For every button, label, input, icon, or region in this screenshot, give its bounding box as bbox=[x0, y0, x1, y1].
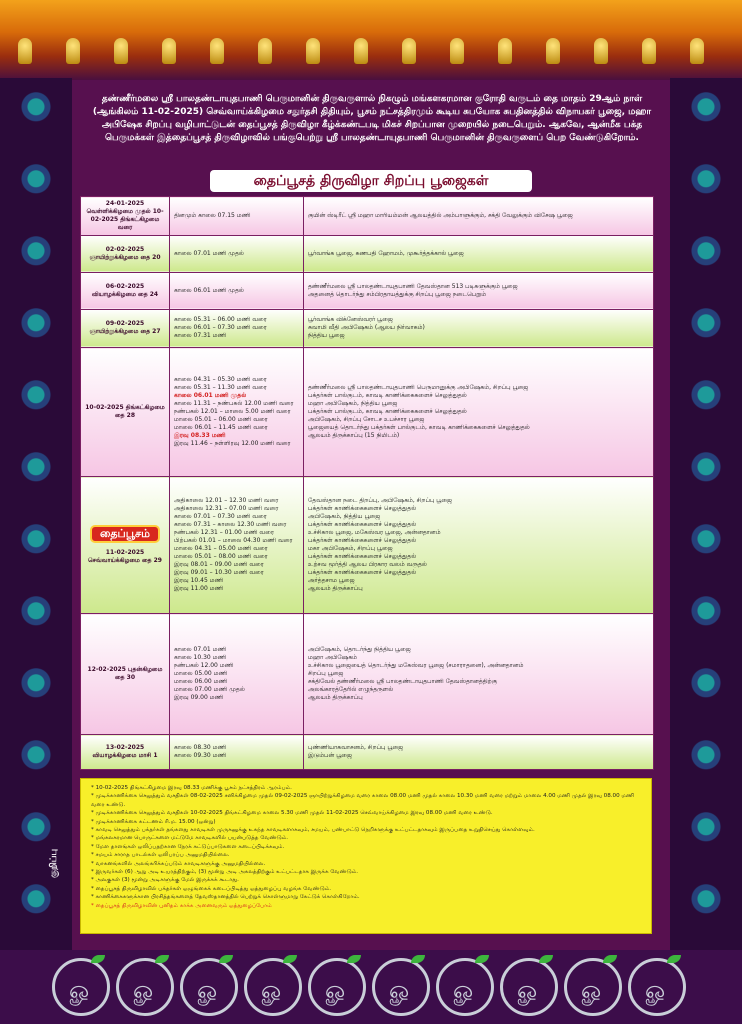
om-symbol: ௐ bbox=[325, 976, 349, 1004]
schedule-date bbox=[81, 235, 170, 272]
note-item: * தைப்பூசத் திருவிழாவின் புனிதம் காக்க அனைவரும் ஒத்துழைப்போம் bbox=[91, 902, 272, 909]
schedule-times bbox=[170, 477, 304, 614]
schedule-time: நண்பகல் 12.00 மணி bbox=[174, 662, 234, 670]
om-symbol: ௐ bbox=[389, 976, 413, 1004]
bell-icon bbox=[642, 38, 656, 64]
schedule-pooja: அபிஷேகம், நித்திய பூஜை bbox=[308, 513, 381, 521]
schedule-date bbox=[81, 309, 170, 348]
note-item: * காணிக்கைகளுக்கான பிரசித்தங்களைத் தேவஸ்தானத்தில் பெற்றுக் கொள்ளுமாறு கேட்டுக் கொள்கிறோம். bbox=[91, 894, 360, 901]
note-item: * 10-02-2025 திங்கட்கிழமை இரவு 08.33 மணிக்கு பூசம் நட்சத்திரம் ஆரம்பம். bbox=[91, 785, 292, 791]
schedule-times bbox=[170, 348, 304, 477]
peacock-feather-border-left bbox=[0, 78, 72, 958]
schedule-pooja: சக்திவேல் தண்ணீர்மலை ஸ்ரீ பாலதண்டாயுதபாணி தேவஸ்தானத்திற்கு bbox=[308, 678, 498, 686]
schedule-row bbox=[81, 309, 654, 348]
schedule-date-text: 02-02-2025 ஞாயிற்றுக்கிழமை தை 20 bbox=[89, 245, 161, 261]
schedule-pooja: பக்தர்கள் காணிக்கைகளைச் செலுத்துதல் bbox=[308, 553, 417, 561]
om-symbol: ௐ bbox=[517, 976, 541, 1004]
schedule-times bbox=[170, 735, 304, 770]
schedule-row bbox=[81, 614, 654, 735]
schedule-pooja: அலங்காரத்தேரில் எழுந்தருளல் bbox=[308, 686, 394, 694]
om-icon bbox=[628, 958, 686, 1016]
schedule-poojas bbox=[304, 197, 654, 236]
note-item: * காவடி செலுத்தும் பக்தர்கள் தங்களது காவடிகள் முருகனுக்கு உகந்த காவடிகளாகவும், சமயம், பண்பாட்டு நெறிகளுக்கு உட்பட்டதாகவும் இருப்பதை உறுதிசெய்து கொள்ளவும். bbox=[91, 827, 535, 834]
bell-icon bbox=[354, 38, 368, 64]
schedule-date bbox=[81, 735, 170, 770]
schedule-time: இரவு 08.01 – 09.00 மணி வரை bbox=[174, 561, 264, 569]
schedule-time: காலை 07.01 – 07.30 மணி வரை bbox=[174, 513, 267, 521]
schedule-time: இரவு 09.00 மணி bbox=[174, 694, 224, 702]
om-symbol: ௐ bbox=[453, 976, 477, 1004]
schedule-pooja: தண்ணீர்மலை ஸ்ரீ பாலதண்டாயுதபாணி தேவஸ்தான 513 படிகளுக்கும் பூஜை bbox=[308, 282, 518, 290]
schedule-pooja: பக்தர்கள் காணிக்கைகளைச் செலுத்துதல் bbox=[308, 569, 417, 577]
note-item: * தைப்பூசத் திருவிழாவில் பக்தர்கள் ஒழுங்கைக் கடைப்பிடித்து ஒத்துழைப்பு வழங்க வேண்டும். bbox=[91, 885, 331, 892]
schedule-pooja: மஹா அபிஷேகம் bbox=[308, 654, 358, 662]
schedule-pooja: பக்தர்கள் காணிக்கைகளைச் செலுத்துதல் bbox=[308, 521, 417, 529]
schedule-time: மாலை 05.01 – 06.00 மணி வரை bbox=[174, 416, 268, 424]
notes-label: குறிப்பு bbox=[49, 848, 59, 878]
schedule-time: மாலை 05.00 மணி bbox=[174, 670, 228, 678]
schedule-pooja: குயின் ஸ்டிரீட் ஸ்ரீ மஹா மாரியம்மன் ஆலயத்தில் அம்பாளுக்கும், சக்தி வேலுக்கும் விசேஷ பூஜை bbox=[308, 211, 573, 219]
om-icon bbox=[180, 958, 238, 1016]
intro-paragraph: தண்ணீர்மலை ஸ்ரீ பாலதண்டாயுதபாணி பெருமானின் திருவருளால் நிகழும் மங்களகரமான குரோதி வருடம் தை மாதம் 29ஆம் நாள் (ஆங்கிலம் 11-02-2025) செவ்வாய்க்கிழமை சதுர்தசி திதியும், பூசம் நட்சத்திரமும் கூடிய சுபயோக சுபதினத்தில் விநாயகர் பூஜை, மஹா அபிஷேக சிறப்பு வழிபாட்டுடன் தைப்பூசத் திருவிழா கீழ்க்கண்டபடி மிகச் சிறப்பான முறையில் நடைபெறும். ஆகவே, ஆன்மீக பக்த பெருமக்கள் இத்தைப்பூசத் திருவிழாவில் பங்குபெற்று ஸ்ரீ பாலதண்டாயுதபாணி பெருமானின் திருவருளைப் பெற வேண்டுகிறோம். bbox=[92, 94, 652, 143]
bell-icon bbox=[114, 38, 128, 64]
schedule-time: காலை 06.01 மணி முதல் bbox=[174, 392, 247, 400]
schedule-pooja: ஆலயம் திருக்காப்பு bbox=[308, 585, 363, 593]
schedule-time: காலை 10.30 மணி bbox=[174, 654, 227, 662]
leaf-icon bbox=[411, 955, 425, 963]
om-symbol: ௐ bbox=[133, 976, 157, 1004]
schedule-time: காலை 05.31 – 11.30 மணி வரை bbox=[174, 384, 267, 392]
schedule-time: நண்பகல் 12.01 – மாலை 5.00 மணி வரை bbox=[174, 408, 291, 416]
schedule-times bbox=[170, 309, 304, 348]
schedule-pooja: பக்தர்கள் பால்குடம், காவடி காணிக்கைகளைச் செலுத்துதல் bbox=[308, 408, 467, 416]
om-symbol: ௐ bbox=[581, 976, 605, 1004]
bell-icon bbox=[594, 38, 608, 64]
schedule-row bbox=[81, 197, 654, 236]
schedule-time: இரவு 08.33 மணி bbox=[174, 432, 226, 440]
note-item: * முடிக்காணிக்கை செலுத்தும் வசதிகள் 08-02-2025 சனிக்கிழமை முதல் 09-02-2025 ஞாயிற்றுக்கிழமை வரை காலை 08.00 மணி முதல் காலை 10.30 மணி வரை மற்றும் மாலை 4.00 மணி முதல் இரவு 08.00 மணி வரை உண்டு. bbox=[91, 793, 635, 808]
schedule-pooja: மஹா அபிஷேகம், நித்திய பூஜை bbox=[308, 400, 398, 408]
schedule-poojas bbox=[304, 309, 654, 348]
schedule-row bbox=[81, 348, 654, 477]
schedule-pooja: இடும்பன் பூஜை bbox=[308, 752, 352, 760]
schedule-poojas bbox=[304, 235, 654, 272]
schedule-time: காலை 06.01 – 07.30 மணி வரை bbox=[174, 324, 267, 332]
schedule-poojas bbox=[304, 348, 654, 477]
schedule-date bbox=[81, 614, 170, 735]
schedule-time: காலை 11.31 – நண்பகல் 12.00 மணி வரை bbox=[174, 400, 294, 408]
schedule-time: மாலை 05.01 – 08.00 மணி வரை bbox=[174, 553, 268, 561]
schedule-pooja: பூர்வாங்க பூஜை, கணபதி ஹோமம், முகூர்த்தக்கால் பூஜை bbox=[308, 249, 464, 257]
flower-garland-banner bbox=[0, 0, 742, 80]
bell-icon bbox=[498, 38, 512, 64]
schedule-time: காலை 08.30 மணி bbox=[174, 744, 227, 752]
note-item: * வாகனங்களில் அலங்கரிக்கப்படும் காவடிகளுக்கு அனுமதியில்லை. bbox=[91, 860, 266, 867]
schedule-time: மாலை 06.00 மணி bbox=[174, 678, 228, 686]
schedule-times bbox=[170, 272, 304, 309]
schedule-date-text: 12-02-2025 புதன்கிழமை தை 30 bbox=[87, 666, 163, 682]
note-item: * மேள தாளங்கள் ஒலிப்பதற்கான நேரக் கட்டுப்பாடுகளை கடைப்பிடிக்கவும். bbox=[91, 843, 285, 850]
schedule-times bbox=[170, 235, 304, 272]
bell-icon bbox=[66, 38, 80, 64]
leaf-icon bbox=[475, 955, 489, 963]
schedule-time: காலை 09.30 மணி bbox=[174, 752, 227, 760]
om-icon bbox=[372, 958, 430, 1016]
leaf-icon bbox=[283, 955, 297, 963]
schedule-poojas bbox=[304, 477, 654, 614]
schedule-time: இரவு 11.46 – நள்ளிரவு 12.00 மணி வரை bbox=[174, 440, 291, 448]
schedule-poojas bbox=[304, 614, 654, 735]
bell-icon bbox=[258, 38, 272, 64]
schedule-pooja: பூஜையைத் தொடர்ந்து பக்தர்கள் பால்குடம், காவடி காணிக்கைகளைச் செலுத்துதல் bbox=[308, 424, 530, 432]
om-icon bbox=[500, 958, 558, 1016]
om-symbol: ௐ bbox=[261, 976, 285, 1004]
section-title: தைப்பூசத் திருவிழா சிறப்பு பூஜைகள் bbox=[210, 170, 532, 192]
schedule-pooja: சுவாமி வீதி அபிஷேகம் (ஆலய நிர்வாகம்) bbox=[308, 324, 425, 332]
schedule-pooja: அதனைத் தொடர்ந்து சம்பிரதாயத்துக்கு சிறப்பு பூஜை நடைபெறும் bbox=[308, 290, 487, 298]
note-item: * இருவர்கள் (6) ஆறு அடி உயரத்திற்கும், (3) மூன்று அடி அகலத்திற்கும் உட்பட்டதாக இருக்க வேண்டும். bbox=[91, 869, 359, 876]
om-icon bbox=[564, 958, 622, 1016]
bell-icon bbox=[306, 38, 320, 64]
om-icon bbox=[436, 958, 494, 1016]
note-item: * முடிக்காணிக்கை கட்டணம் ரி.ம. 15.00 (ஒன்று) bbox=[91, 818, 216, 825]
bell-icon bbox=[162, 38, 176, 64]
note-item: * அலகுகள் (3) மூன்று அடிகளுக்கு மேல் இருக்கக் கூடாது. bbox=[91, 877, 239, 884]
schedule-pooja: உச்சிகால பூஜையைத் தொடர்ந்து மகேஸ்வர பூஜை (சமாராதனை), அன்னதானம் bbox=[308, 662, 524, 670]
schedule-pooja: தண்ணீர்மலை ஸ்ரீ பாலதண்டாயுதபாணி பெருமானுக்கு அபிஷேகம், சிறப்பு பூஜை bbox=[308, 384, 529, 392]
schedule-times bbox=[170, 197, 304, 236]
om-symbol: ௐ bbox=[645, 976, 669, 1004]
leaf-icon bbox=[91, 955, 105, 963]
schedule-time: காலை 07.31 – காலை 12.30 மணி வரை bbox=[174, 521, 287, 529]
schedule-table bbox=[80, 196, 654, 770]
schedule-time: இரவு 11.00 மணி bbox=[174, 585, 224, 593]
schedule-time: மாலை 07.00 மணி முதல் bbox=[174, 686, 245, 694]
leaf-icon bbox=[539, 955, 553, 963]
leaf-icon bbox=[347, 955, 361, 963]
om-icon bbox=[308, 958, 366, 1016]
schedule-pooja: அபிஷேகம், சிறப்பு சோடச உபச்சார பூஜை bbox=[308, 416, 425, 424]
schedule-pooja: அர்த்தசாம பூஜை bbox=[308, 577, 355, 585]
om-symbol: ௐ bbox=[197, 976, 221, 1004]
bell-icon bbox=[210, 38, 224, 64]
note-item: * சமயம் சாராத பாடல்கள் ஒலிபரப்ப அனுமதியில்லை. bbox=[91, 852, 230, 859]
schedule-poojas bbox=[304, 735, 654, 770]
schedule-date-text: 24-01-2025 வெள்ளிக்கிழமை முதல் 10-02-2025 திங்கட்கிழமை வரை bbox=[86, 199, 164, 231]
schedule-row bbox=[81, 272, 654, 309]
schedule-poojas bbox=[304, 272, 654, 309]
bell-icon bbox=[402, 38, 416, 64]
bell-icon bbox=[18, 38, 32, 64]
schedule-time: நண்பகல் 12.31 – 01.00 மணி வரை bbox=[174, 529, 274, 537]
schedule-time: இரவு 09.01 – 10.30 மணி வரை bbox=[174, 569, 264, 577]
schedule-time: காலை 04.31 – 05.30 மணி வரை bbox=[174, 376, 267, 384]
om-icon bbox=[52, 958, 110, 1016]
leaf-icon bbox=[667, 955, 681, 963]
notes-box bbox=[80, 778, 652, 934]
schedule-pooja: நித்திய பூஜை bbox=[308, 332, 345, 340]
note-item: * முடிக்காணிக்கை செலுத்தும் வசதிகள் 10-02-2025 திங்கட்கிழமை காலை 5.30 மணி முதல் 11-02-2025 செவ்வாய்க்கிழமை இரவு 08.00 மணி வரை உண்டு. bbox=[91, 810, 493, 817]
om-symbol: ௐ bbox=[69, 976, 93, 1004]
schedule-pooja: பூர்வாங்க விக்னேஸ்வரர் பூஜை bbox=[308, 316, 393, 324]
schedule-date-text: 06-02-2025 வியாழக்கிழமை தை 24 bbox=[91, 282, 159, 298]
schedule-time: அதிகாலை 12.01 – 12.30 மணி வரை bbox=[174, 497, 279, 505]
schedule-time: அதிகாலை 12.31 – 07.00 மணி வரை bbox=[174, 505, 279, 513]
schedule-date bbox=[81, 272, 170, 309]
schedule-date bbox=[81, 477, 170, 614]
schedule-pooja: மகா அபிஷேகம், சிறப்பு பூஜை bbox=[308, 545, 393, 553]
schedule-time: காலை 06.01 மணி முதல் bbox=[174, 286, 244, 294]
thaipusam-badge: தைப்பூசம் bbox=[90, 525, 160, 543]
leaf-icon bbox=[219, 955, 233, 963]
om-icon bbox=[116, 958, 174, 1016]
om-icon bbox=[244, 958, 302, 1016]
leaf-icon bbox=[603, 955, 617, 963]
schedule-row bbox=[81, 735, 654, 770]
peacock-feather-border-right bbox=[670, 78, 742, 958]
schedule-date-text: 11-02-2025 செவ்வாய்க்கிழமை தை 29 bbox=[88, 549, 162, 565]
schedule-pooja: உற்சவ மூர்த்தி ஆலய பிரகார வலம் வருதல் bbox=[308, 561, 427, 569]
schedule-pooja: புண்ணியாகவாசனம், சிறப்பு பூஜை bbox=[308, 744, 404, 752]
bell-icon bbox=[546, 38, 560, 64]
schedule-time: மாலை 04.31 – 05.00 மணி வரை bbox=[174, 545, 268, 553]
schedule-pooja: ஆலயம் திருக்காப்பு (15 நிமிடம்) bbox=[308, 432, 400, 440]
schedule-date-text: 09-02-2025 ஞாயிற்றுக்கிழமை தை 27 bbox=[89, 320, 161, 336]
schedule-time: மாலை 06.01 – 11.45 மணி வரை bbox=[174, 424, 268, 432]
schedule-pooja: ஆலயம் திருக்காப்பு bbox=[308, 694, 363, 702]
schedule-row bbox=[81, 477, 654, 614]
schedule-time: காலை 07.01 மணி முதல் bbox=[174, 249, 244, 257]
schedule-pooja: அபிஷேகம், தொடர்ந்து நித்திய பூஜை bbox=[308, 646, 411, 654]
schedule-pooja: தேவஸ்தான நடை திறப்பு, அபிஷேகம், சிறப்பு பூஜை bbox=[308, 497, 453, 505]
schedule-date bbox=[81, 348, 170, 477]
schedule-time: காலை 07.01 மணி bbox=[174, 646, 227, 654]
schedule-date bbox=[81, 197, 170, 236]
leaf-icon bbox=[155, 955, 169, 963]
bell-icon bbox=[450, 38, 464, 64]
schedule-pooja: பக்தர்கள் பால்குடம், காவடி காணிக்கைகளைச் செலுத்துதல் bbox=[308, 392, 467, 400]
schedule-time: இரவு 10.45 மணி bbox=[174, 577, 224, 585]
schedule-date-text: 10-02-2025 திங்கட்கிழமை தை 28 bbox=[85, 404, 165, 420]
schedule-date-text: 13-02-2025 வியாழக்கிழமை மாசி 1 bbox=[92, 744, 158, 760]
schedule-time: தினமும் காலை 07.15 மணி bbox=[174, 211, 251, 219]
schedule-time: பிற்பகல் 01.01 – மாலை 04.30 மணி வரை bbox=[174, 537, 293, 545]
schedule-time: காலை 05.31 – 06.00 மணி வரை bbox=[174, 316, 267, 324]
schedule-time: காலை 07.31 மணி bbox=[174, 332, 227, 340]
schedule-pooja: பக்தர்கள் காணிக்கைகளைச் செலுத்துதல் bbox=[308, 537, 417, 545]
note-item: * மங்கலகரமான பொருட்களை மட்டுமே காவடிகளில் பயன்படுத்த வேண்டும். bbox=[91, 835, 289, 842]
om-footer bbox=[0, 950, 742, 1024]
schedule-times bbox=[170, 614, 304, 735]
schedule-pooja: சிறப்பு பூஜை bbox=[308, 670, 344, 678]
schedule-row bbox=[81, 235, 654, 272]
schedule-pooja: பக்தர்கள் காணிக்கைகளைச் செலுத்துதல் bbox=[308, 505, 417, 513]
bell-icon bbox=[690, 38, 704, 64]
schedule-pooja: உச்சிகால பூஜை, மகேஸ்வர பூஜை, அன்னதானம் bbox=[308, 529, 441, 537]
